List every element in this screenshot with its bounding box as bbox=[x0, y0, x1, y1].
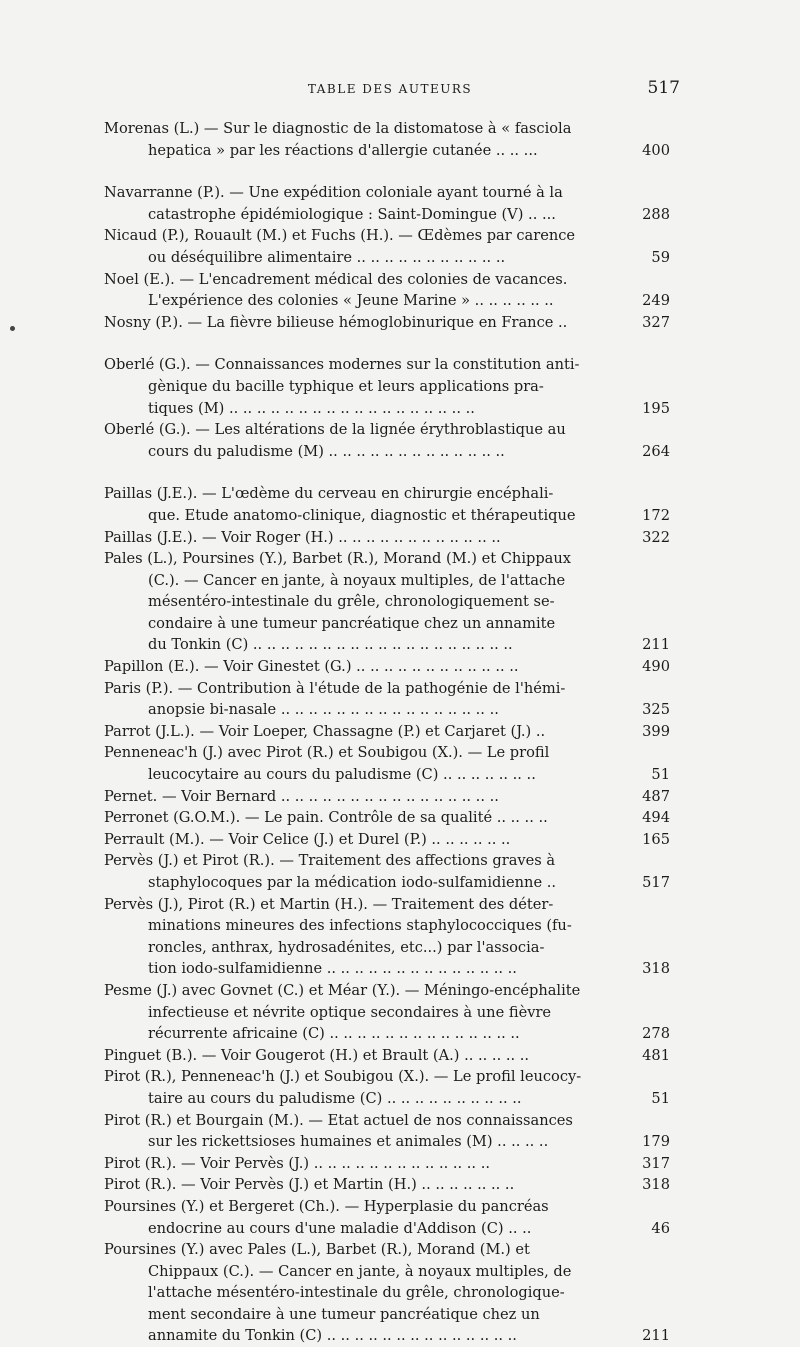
entry-text-line: Pesme (J.) avec Govnet (C.) et Méar (Y.). — Méningo-encéphalite bbox=[104, 981, 581, 999]
index-entry bbox=[104, 786, 670, 808]
letter-group-gap bbox=[104, 161, 670, 182]
entry-text-line: ou déséquilibre alimentaire .. .. .. .. .. .. .. .. .. .. .. bbox=[148, 248, 506, 266]
entry-page-number: 165 bbox=[642, 830, 670, 848]
entry-page-number: 318 bbox=[642, 960, 670, 978]
index-entry bbox=[104, 269, 670, 312]
entry-page-number: 288 bbox=[642, 205, 670, 223]
entry-text-line: staphylocoques par la médication iodo-sulfamidienne .. bbox=[148, 874, 557, 891]
entry-page-number: 325 bbox=[642, 701, 670, 719]
letter-group bbox=[104, 118, 670, 161]
entry-page-number: 318 bbox=[642, 1176, 670, 1194]
entry-text-line: Pirot (R.), Penneneac'h (J.) et Soubigou (X.). — Le profil leucocy- bbox=[104, 1068, 582, 1086]
entry-page-number: 179 bbox=[642, 1133, 670, 1151]
index-entry bbox=[104, 656, 670, 678]
entry-text-line: mésentéro-intestinale du grêle, chronologiquement se- bbox=[148, 593, 555, 611]
entry-text-line: L'expérience des colonies « Jeune Marine » .. .. .. .. .. .. bbox=[148, 292, 554, 310]
author-index bbox=[104, 118, 670, 1347]
index-entry bbox=[104, 118, 670, 161]
entry-page-number: 249 bbox=[642, 292, 670, 310]
entry-text-line: annamite du Tonkin (C) .. .. .. .. .. .. .. .. .. .. .. .. .. .. bbox=[148, 1327, 517, 1345]
entry-text-line: l'attache mésentéro-intestinale du grêle, chronologique- bbox=[148, 1284, 565, 1302]
entry-text-line: gènique du bacille typhique et leurs applications pra- bbox=[148, 377, 544, 395]
entry-text-line: Noel (E.). — L'encadrement médical des colonies de vacances. bbox=[104, 270, 568, 288]
index-entry bbox=[104, 354, 670, 419]
entry-text-line: Oberlé (G.). — Les altérations de la lignée érythroblastique au bbox=[104, 421, 566, 439]
page-number: 517 bbox=[647, 78, 680, 98]
index-entry bbox=[104, 1153, 670, 1175]
letter-group-gap bbox=[104, 333, 670, 354]
letter-group-gap bbox=[104, 462, 670, 483]
entry-text-line: leucocytaire au cours du paludisme (C) .. .. .. .. .. .. .. bbox=[148, 766, 536, 784]
index-entry bbox=[104, 182, 670, 225]
entry-page-number: 211 bbox=[642, 1327, 670, 1345]
letter-group bbox=[104, 182, 670, 333]
entry-text-line: Papillon (E.). — Voir Ginestet (G.) .. .. .. .. .. .. .. .. .. .. .. .. bbox=[104, 658, 519, 676]
entry-text-line: Pirot (R.). — Voir Pervès (J.) et Martin (H.) .. .. .. .. .. .. .. bbox=[104, 1176, 515, 1194]
entry-page-number: 278 bbox=[642, 1025, 670, 1043]
entry-text-line: catastrophe épidémiologique : Saint-Domingue (V) .. ... bbox=[148, 205, 556, 223]
margin-dot bbox=[10, 326, 15, 331]
index-entry bbox=[104, 742, 670, 785]
entry-text-line: Pales (L.), Poursines (Y.), Barbet (R.), Morand (M.) et Chippaux bbox=[104, 550, 572, 568]
index-entry bbox=[104, 225, 670, 268]
entry-text-line: Nicaud (P.), Rouault (M.) et Fuchs (H.). — Œdèmes par carence bbox=[104, 227, 576, 245]
entry-page-number: 264 bbox=[642, 442, 670, 460]
letter-group bbox=[104, 354, 670, 462]
entry-text-line: Pervès (J.), Pirot (R.) et Martin (H.). — Traitement des déter- bbox=[104, 895, 554, 913]
index-entry bbox=[104, 850, 670, 893]
entry-page-number: 195 bbox=[642, 399, 670, 417]
index-entry bbox=[104, 1196, 670, 1239]
entry-text-line: Pinguet (B.). — Voir Gougerot (H.) et Brault (A.) .. .. .. .. .. bbox=[104, 1046, 530, 1064]
entry-text-line: Poursines (Y.) avec Pales (L.), Barbet (R.), Morand (M.) et bbox=[104, 1241, 530, 1259]
entry-text-line: (C.). — Cancer en jante, à noyaux multiples, de l'attache bbox=[148, 571, 566, 589]
entry-page-number: 327 bbox=[642, 313, 670, 331]
index-entry bbox=[104, 980, 670, 1045]
index-entry bbox=[104, 1174, 670, 1196]
entry-text-line: Parrot (J.L.). — Voir Loeper, Chassagne (P.) et Carjaret (J.) .. bbox=[104, 722, 546, 740]
index-entry bbox=[104, 894, 670, 980]
entry-page-number: 211 bbox=[642, 636, 670, 654]
index-entry bbox=[104, 678, 670, 721]
entry-page-number: 51 bbox=[651, 766, 670, 784]
entry-text-line: sur les rickettsioses humaines et animales (M) .. .. .. .. bbox=[148, 1133, 549, 1151]
entry-text-line: Poursines (Y.) et Bergeret (Ch.). — Hyperplasie du pancréas bbox=[104, 1197, 549, 1215]
entry-text-line: anopsie bi-nasale .. .. .. .. .. .. .. .. .. .. .. .. .. .. .. .. bbox=[148, 701, 499, 719]
entry-text-line: tion iodo-sulfamidienne .. .. .. .. .. .. .. .. .. .. .. .. .. .. bbox=[148, 960, 517, 978]
entry-text-line: Pirot (R.). — Voir Pervès (J.) .. .. .. .. .. .. .. .. .. .. .. .. .. bbox=[104, 1154, 490, 1172]
entry-text-line: Paris (P.). — Contribution à l'étude de la pathogénie de l'hémi- bbox=[104, 679, 566, 697]
entry-page-number: 172 bbox=[642, 506, 670, 524]
entry-text-line: Perronet (G.O.M.). — Le pain. Contrôle de sa qualité .. .. .. .. bbox=[104, 809, 548, 827]
index-entry bbox=[104, 1066, 670, 1109]
index-entry bbox=[104, 1045, 670, 1067]
running-title: TABLE DES AUTEURS bbox=[307, 82, 473, 96]
entry-text-line: ment secondaire à une tumeur pancréatique chez un bbox=[148, 1305, 540, 1323]
index-entry bbox=[104, 829, 670, 851]
entry-text-line: que. Etude anatomo-clinique, diagnostic et thérapeutique bbox=[148, 506, 576, 524]
entry-text-line: Nosny (P.). — La fièvre bilieuse hémoglobinurique en France .. bbox=[104, 313, 568, 331]
entry-text-line: hepatica » par les réactions d'allergie cutanée .. .. ... bbox=[148, 141, 538, 159]
entry-page-number: 490 bbox=[642, 658, 670, 676]
entry-text-line: Morenas (L.) — Sur le diagnostic de la distomatose à « fasciola bbox=[104, 120, 572, 137]
entry-text-line: roncles, anthrax, hydrosadénites, etc...) par l'associa- bbox=[148, 938, 545, 956]
entry-text-line: Navarranne (P.). — Une expédition coloniale ayant tourné à la bbox=[104, 184, 563, 202]
entry-text-line: minations mineures des infections staphylococciques (fu- bbox=[148, 917, 572, 935]
entry-text-line: récurrente africaine (C) .. .. .. .. .. .. .. .. .. .. .. .. .. .. bbox=[148, 1025, 520, 1043]
entry-page-number: 517 bbox=[642, 874, 670, 891]
index-entry bbox=[104, 807, 670, 829]
entry-page-number: 51 bbox=[651, 1089, 670, 1107]
entry-text-line: taire au cours du paludisme (C) .. .. .. .. .. .. .. .. .. .. bbox=[148, 1089, 522, 1107]
entry-text-line: Pernet. — Voir Bernard .. .. .. .. .. .. .. .. .. .. .. .. .. .. .. .. bbox=[104, 787, 499, 805]
entry-text-line: Oberlé (G.). — Connaissances modernes sur la constitution anti- bbox=[104, 356, 580, 374]
entry-text-line: infectieuse et névrite optique secondaires à une fièvre bbox=[148, 1003, 552, 1021]
entry-text-line: Paillas (J.E.). — L'œdème du cerveau en chirurgie encéphali- bbox=[104, 485, 554, 503]
entry-text-line: Paillas (J.E.). — Voir Roger (H.) .. .. .. .. .. .. .. .. .. .. .. .. bbox=[104, 528, 501, 546]
entry-text-line: Pirot (R.) et Bourgain (M.). — Etat actuel de nos connaissances bbox=[104, 1111, 573, 1129]
index-entry bbox=[104, 721, 670, 743]
entry-text-line: Pervès (J.) et Pirot (R.). — Traitement des affections graves à bbox=[104, 852, 556, 870]
entry-text-line: Penneneac'h (J.) avec Pirot (R.) et Soubigou (X.). — Le profil bbox=[104, 744, 550, 762]
entry-page-number: 59 bbox=[651, 248, 670, 266]
entry-text-line: du Tonkin (C) .. .. .. .. .. .. .. .. .. .. .. .. .. .. .. .. .. .. .. bbox=[148, 636, 513, 654]
entry-text-line: endocrine au cours d'une maladie d'Addison (C) .. .. bbox=[148, 1219, 532, 1237]
entry-page-number: 494 bbox=[642, 809, 670, 827]
entry-page-number: 481 bbox=[642, 1046, 670, 1064]
entry-text-line: tiques (M) .. .. .. .. .. .. .. .. .. .. .. .. .. .. .. .. .. .. bbox=[148, 399, 475, 417]
entry-page-number: 400 bbox=[642, 141, 670, 159]
index-entry bbox=[104, 1110, 670, 1153]
index-entry bbox=[104, 483, 670, 526]
entry-text-line: condaire à une tumeur pancréatique chez un annamite bbox=[148, 614, 556, 632]
index-entry bbox=[104, 548, 670, 656]
index-entry bbox=[104, 527, 670, 549]
entry-page-number: 317 bbox=[642, 1154, 670, 1172]
letter-group bbox=[104, 483, 670, 1347]
entry-page-number: 399 bbox=[642, 722, 670, 740]
entry-page-number: 46 bbox=[651, 1219, 670, 1237]
index-entry bbox=[104, 1239, 670, 1347]
page-header bbox=[100, 76, 680, 106]
index-entry bbox=[104, 419, 670, 462]
entry-page-number: 487 bbox=[642, 787, 670, 805]
entry-text-line: Perrault (M.). — Voir Celice (J.) et Durel (P.) .. .. .. .. .. .. bbox=[104, 830, 511, 848]
entry-text-line: Chippaux (C.). — Cancer en jante, à noyaux multiples, de bbox=[148, 1262, 572, 1280]
index-entry bbox=[104, 312, 670, 334]
entry-page-number: 322 bbox=[642, 528, 670, 546]
entry-text-line: cours du paludisme (M) .. .. .. .. .. .. .. .. .. .. .. .. .. bbox=[148, 442, 505, 460]
